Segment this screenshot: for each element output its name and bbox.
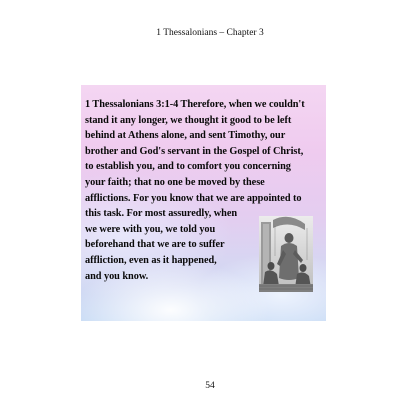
engraving-illustration [259,216,313,292]
verse-line-1: 1 Thessalonians 3:1-4 Therefore, when we couldn't [85,99,305,110]
verse-card [81,85,326,321]
verse-line-8: this task. For most assuredly, when [85,208,238,220]
verse-line-9: we were with you, we told you [85,223,216,235]
verse-line-10: beforehand that we are to suffer [85,239,225,251]
verse-line-4: brother and God's servant in the Gospel of Christ, [85,145,304,157]
verse-line-3: behind at Athens alone, and sent Timothy, our [85,130,286,142]
verse-line-11: affliction, even as it happened, [85,254,217,266]
page-header-title: 1 Thessalonians – Chapter 3 [156,28,264,38]
verse-line-6: your faith; that no one be moved by these [85,176,265,188]
verse-line-7: afflictions. For you know that we are appointed to [85,192,302,204]
verse-line-2: stand it any longer, we thought it good to be left [85,114,292,126]
verse-line-12: and you know. [85,270,149,282]
verse-line-5: to establish you, and to comfort you concerning [85,161,291,173]
page-number: 54 [205,381,215,391]
